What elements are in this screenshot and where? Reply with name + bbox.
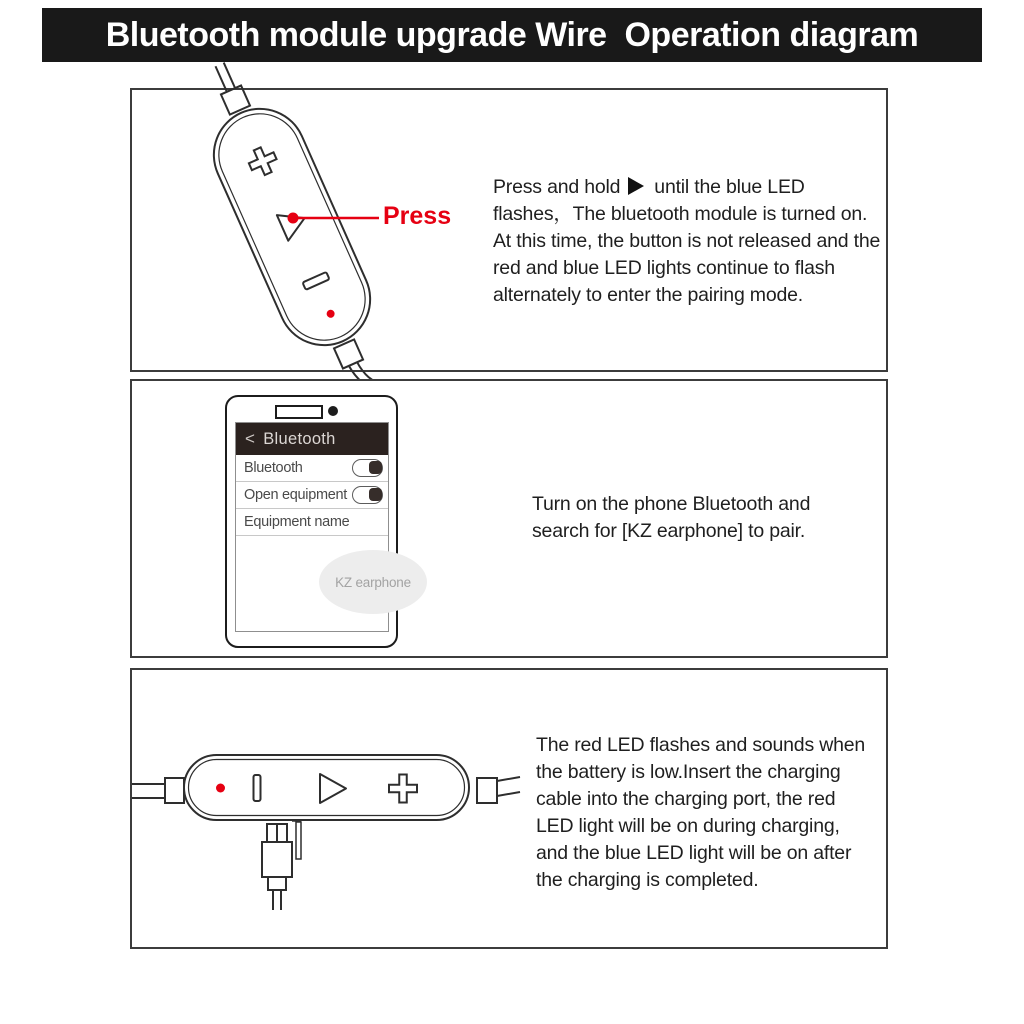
step2-panel (130, 379, 888, 658)
plus-icon (245, 143, 281, 179)
settings-row-equipment-name (236, 509, 388, 536)
device-name-bubble: KZ earphone (319, 550, 427, 614)
toggle-knob (369, 461, 382, 474)
phone-camera-dot (328, 406, 338, 416)
back-icon: < (245, 429, 256, 448)
phone-speaker (275, 405, 323, 419)
cable-collar-left (165, 778, 184, 803)
red-led-dot (325, 309, 336, 320)
remote-body-outer (199, 94, 385, 360)
step3-instruction: The red LED flashes and sounds when the battery is low.Insert the charging cable into the charging port, the red LED light will be on during charging, and the blue LED light will be on after the charging is completed. (536, 734, 866, 891)
row-label: Bluetooth (244, 460, 303, 476)
usb-plug-body (262, 842, 292, 877)
red-led-dot (216, 784, 225, 793)
navbar-title: Bluetooth (263, 429, 336, 448)
row-label: Equipment name (244, 514, 350, 530)
settings-row-open-equipment (236, 482, 388, 509)
remote-body-inner (206, 101, 379, 354)
row-label: Open equipment (244, 487, 348, 503)
minus-bar-icon (254, 775, 261, 801)
cable-collar-right (477, 778, 497, 803)
remote-body-inner (189, 760, 465, 816)
page-title: Bluetooth module upgrade Wire Operation diagram (42, 8, 982, 62)
step3-panel (130, 668, 888, 949)
press-label: Press (383, 202, 452, 230)
play-icon (628, 177, 644, 195)
remote-body-outer (184, 755, 469, 820)
cable-right (497, 792, 520, 796)
cable-top (224, 63, 235, 89)
step2-instruction: Turn on the phone Bluetooth and search for [KZ earphone] to pair. (532, 493, 811, 542)
settings-row-bluetooth (236, 455, 388, 482)
cable-right (497, 777, 520, 781)
toggle-knob (369, 488, 382, 501)
instruction-text: Press and hold (493, 176, 621, 198)
toggle-switch (352, 486, 383, 504)
press-point-dot (288, 213, 299, 224)
toggle-switch (352, 459, 383, 477)
play-icon (320, 774, 346, 803)
instruction-text: until the blue LED flashes，The bluetooth module is turned on. At this time, the button is not released and the red and blue LED lights continue to flash alternately to enter the pairing mode. (493, 176, 881, 306)
usb-plug-neck (268, 877, 286, 890)
step1-panel (130, 88, 888, 372)
bluetooth-navbar (236, 423, 388, 455)
cable-top (215, 66, 226, 92)
port-cover-flap (296, 822, 301, 859)
plus-icon (389, 775, 417, 803)
minus-icon (302, 272, 329, 290)
step1-instruction (493, 174, 885, 309)
